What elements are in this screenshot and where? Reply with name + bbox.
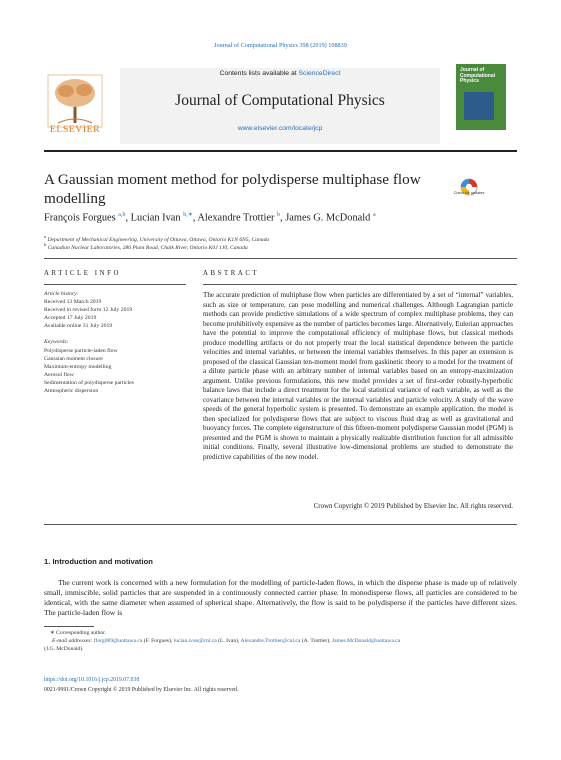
corresponding-author-note: ∗ Corresponding author. (50, 630, 107, 636)
affiliation-b (44, 242, 514, 251)
header-rule (44, 150, 517, 152)
history-item: Available online 31 July 2019 (44, 323, 113, 329)
email-link[interactable]: fforg089@uottawa.ca (93, 638, 143, 644)
journal-title: Journal of Computational Physics (175, 92, 385, 109)
journal-url-link[interactable]: www.elsevier.com/locate/jcp (237, 125, 323, 132)
abstract-copyright: Crown Copyright © 2019 Published by Elsevier Inc. All rights reserved. (313, 503, 513, 510)
affiliation-text: Canadian Nuclear Laboratories, 286 Plant Road, Chalk River, Ontario K0J 1J0, Canada (47, 244, 248, 251)
keyword: Atmospheric dispersion (44, 388, 99, 394)
abstract-heading: ABSTRACT (203, 270, 260, 277)
cover-title-line: Computational (460, 72, 495, 79)
abstract-text: The accurate prediction of multiphase flow when particles are differentiated by a set of “internal” variables, such as size or temperature, can pose modelling and numerical challenges. Although Lagrangian particle methods can provide predictive simulations of a wide spectrum of complex multiphase problems, they can become prohibitively expensive as the number of particles becomes large. Alternatively, Eulerian approaches have the potential to improve the computational efficiency of multiphase flows, but classical methods produce modelling artifacts or do not properly treat the local statistical dependence between the particle velocities and internal variables, or between the internal variables themselves. In this paper an extension is proposed of the classical Gaussian ten-moment model from gaskinetic theory to a model for the treatment of a dilute particle phase with an arbitrary number of internal variables based on an entropy-maximization argument. Unlike previous formulations, this new model provides a set of first-order robustly-hyperbolic balance laws that include a direct treatment for the local statistical variance of each variable, as well as the covariance between the internal variables or the internal variables and particle velocity. A study of the wave speeds of the general hyperbolic system is presented. To demonstrate an example application, the model is then specialized for polydisperse flows that are subject to viscous fluid drag as well as gravitational and buoyancy forces. The complete eigenstructure of this fifteen-moment polydisperse Gaussian model (PGM) is presented and the PGM is shown to maintain a physically realizable distribution function for all admissible initial conditions. Finally, several illustrative low-dimensional problems are studied to demonstrate the predictive capabilities of the new model. (203, 291, 513, 461)
author-name[interactable]: François Forgues (44, 212, 116, 224)
author-name[interactable]: Lucian Ivan (130, 212, 181, 224)
author-affiliation-mark[interactable]: b (277, 212, 281, 218)
affiliation-mark: b (44, 242, 47, 247)
contents-line (120, 70, 440, 77)
keywords-label: Keywords: (44, 339, 69, 345)
journal-reference[interactable]: Journal of Computational Physics 398 (2019) 108839 (214, 42, 347, 49)
history-item: Received 13 March 2019 (44, 299, 102, 305)
affiliation-text: Department of Mechanical Engineering, University of Ottawa, Ottawa, Ontario K1N 6N5, Canada (47, 236, 270, 243)
email-label: E-mail addresses: (52, 638, 94, 644)
email-link[interactable]: Alexandre.Trottier@cnl.ca (240, 638, 301, 644)
history-item: Received in revised form 12 July 2019 (44, 307, 133, 313)
author-affiliation-mark[interactable]: b,∗ (183, 212, 193, 218)
author-affiliation-mark[interactable]: a,b (118, 212, 126, 218)
journal-cover-image[interactable] (456, 64, 506, 130)
history-item: Accepted 17 July 2019 (44, 315, 97, 321)
affiliation-mark: a (44, 234, 47, 239)
intro-paragraph: The current work is concerned with a new formulation for the modelling of particle-laden flows, in which the disperse phase is made up of relatively small, immiscible, solid particles that are suspended in a continuously connected carrier phase. In monodisperse flows, all particles are considered to be identical, with the same diameter when assumed of spherical shape. Alternatively, the flow is said to be polydisperse if the particles have different sizes. The particle-laden flow is (44, 578, 517, 618)
doi-link[interactable]: https://doi.org/10.1016/j.jcp.2019.07.038 (44, 677, 140, 683)
article-title: A Gaussian moment method for polydisperse multiphase flow modelling (44, 171, 421, 207)
email-owner: (F. Forgues), (142, 638, 174, 644)
crossmark-icon[interactable] (456, 174, 482, 202)
author-list: François Forgues $^{a,b}$, Lucian Ivan $^{b,∗}$, Alexandre Trottier $^b$, James G. McDonald $^a$ (44, 212, 376, 224)
keyword: Maximum-entropy modelling (44, 364, 112, 370)
keyword: Aerosol flow (44, 372, 74, 378)
section-heading: 1. Introduction and motivation (44, 557, 153, 566)
check-for-updates-label[interactable]: Check for updates (453, 191, 485, 195)
section-rule (44, 258, 517, 259)
cover-title (460, 68, 495, 85)
keyword: Polydisperse particle-laden flow (44, 348, 118, 354)
email-owner: (A. Trottier), (300, 638, 332, 644)
author-affiliation-mark[interactable]: a (372, 212, 376, 218)
email-addresses (44, 638, 522, 646)
author-name[interactable]: Alexandre Trottier (197, 212, 275, 224)
email-continuation: (J.G. McDonald). (44, 646, 84, 652)
abstract-bottom-rule (44, 524, 517, 525)
cover-title-line: Physics (460, 78, 479, 84)
email-owner: (L. Ivan), (216, 638, 241, 644)
article-info-rule (44, 284, 186, 285)
history-label: Article history: (44, 291, 79, 297)
email-link[interactable]: lucian.ivan@cnl.ca (173, 638, 217, 644)
author-name[interactable]: James G. McDonald (285, 212, 371, 224)
contents-prefix: Contents lists available at (219, 70, 299, 77)
email-link[interactable]: James.McDonald@uottawa.ca (331, 638, 401, 644)
sciencedirect-link[interactable]: ScienceDirect (298, 70, 341, 77)
issn-copyright: 0021-9991/Crown Copyright © 2019 Published by Elsevier Inc. All rights reserved. (44, 687, 239, 693)
keyword: Sedimentation of polydisperse particles (44, 380, 134, 386)
publisher-name: ELSEVIER (49, 124, 101, 135)
footnote-rule (44, 626, 94, 627)
keyword: Gaussian moment closure (44, 356, 103, 362)
abstract-rule (203, 284, 517, 285)
cover-figure (464, 92, 494, 120)
article-info-heading: ARTICLE INFO (44, 270, 122, 277)
cover-title-line: Journal of (460, 67, 485, 73)
